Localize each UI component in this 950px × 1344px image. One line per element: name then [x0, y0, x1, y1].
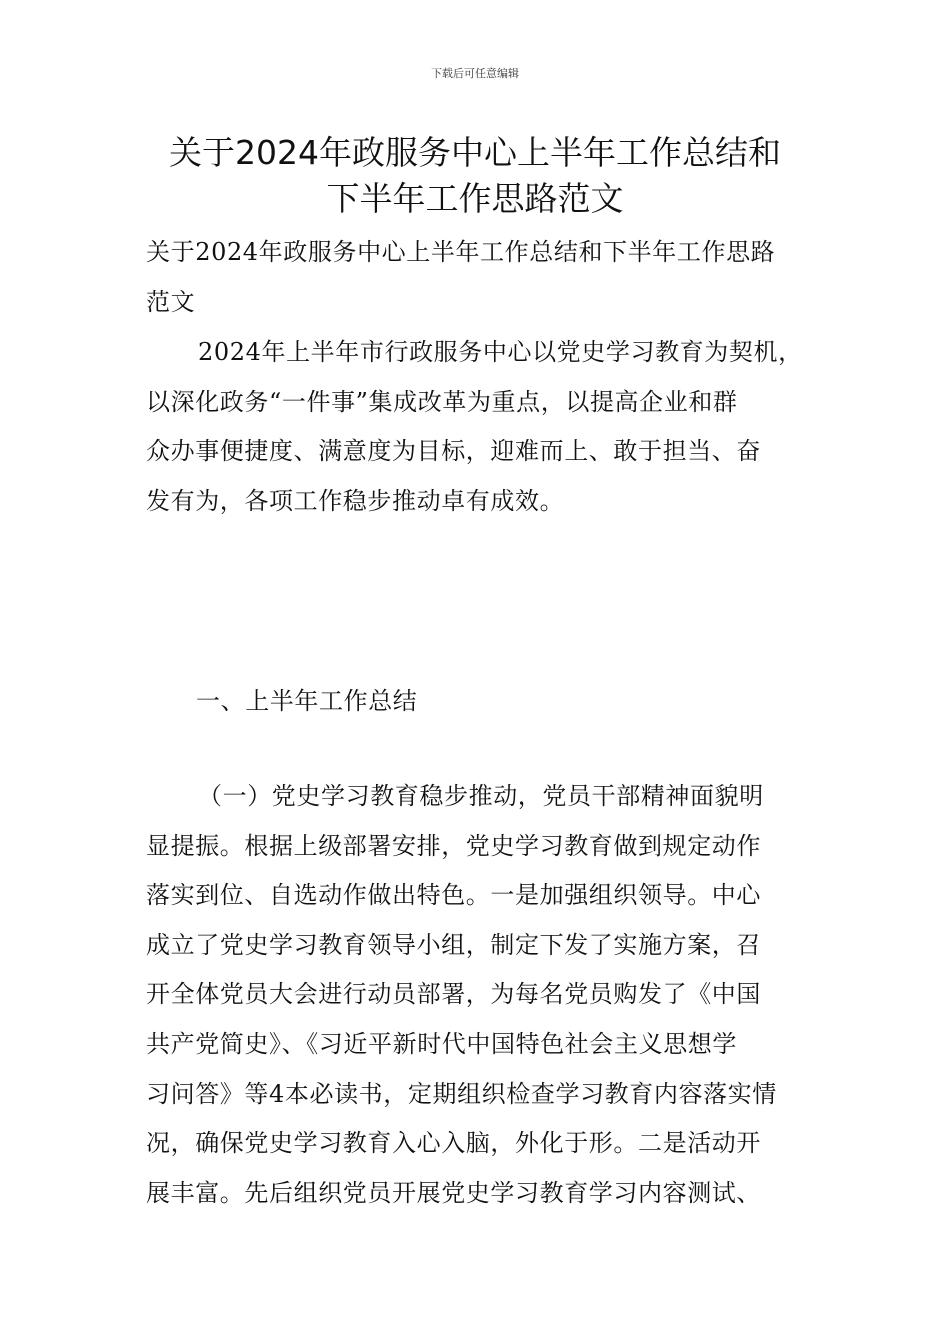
- intro-line: 众办事便捷度、满意度为目标，迎难而上、敢于担当、奋: [146, 437, 761, 466]
- section-line: 显提振。根据上级部署安排，党史学习教育做到规定动作: [146, 831, 761, 860]
- header-note: 下载后可任意编辑: [431, 67, 519, 80]
- section-line: 展丰富。先后组织党员开展党史学习教育学习内容测试、: [146, 1178, 761, 1207]
- intro-line: 2024年上半年市行政服务中心以党史学习教育为契机，: [198, 338, 803, 366]
- intro-paragraph: [146, 328, 826, 526]
- section-line: 习问答》等4本必读书，定期组织检查学习教育内容落实情: [146, 1079, 777, 1108]
- document-title: [110, 130, 840, 222]
- title-line-1: 关于2024年政服务中心上半年工作总结和: [169, 133, 781, 172]
- document-subtitle: [146, 228, 826, 327]
- section-line: 落实到位、自选动作做出特色。一是加强组织领导。中心: [146, 881, 761, 910]
- subtitle-line-2: 范文: [146, 287, 196, 316]
- section-paragraph: [146, 772, 826, 1218]
- subtitle-line-1: 关于2024年政服务中心上半年工作总结和下半年工作思路: [146, 238, 776, 266]
- intro-line: 发有为，各项工作稳步推动卓有成效。: [146, 486, 565, 515]
- intro-line: 以深化政务“一件事”集成改革为重点，以提高企业和群: [146, 387, 738, 416]
- section-line: （一）党史学习教育稳步推动，党员干部精神面貌明: [198, 782, 764, 810]
- section-line: 开全体党员大会进行动员部署，为每名党员购发了《中国: [146, 980, 761, 1009]
- section-heading: 一、上半年工作总结: [196, 687, 418, 715]
- section-line: 共产党简史》、《习近平新时代中国特色社会主义思想学: [146, 1029, 737, 1058]
- title-line-2: 下半年工作思路范文: [326, 179, 624, 218]
- section-line: 成立了党史学习教育领导小组，制定下发了实施方案，召: [146, 930, 761, 959]
- section-line: 况，确保党史学习教育入心入脑，外化于形。二是活动开: [146, 1129, 761, 1158]
